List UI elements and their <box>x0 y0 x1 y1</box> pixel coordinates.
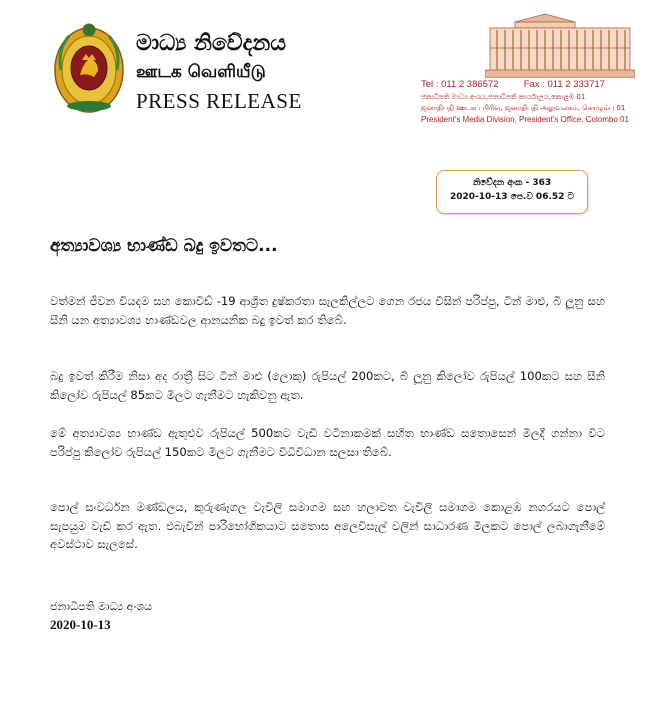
title-sinhala: මාධ්‍ය නිවේදනය <box>136 31 287 56</box>
address-tamil: ஜனாதிபதி ஊடகப் பிரிவு, ஜனாதிபதி அலுவலகம், கொழும்பு 01 <box>421 104 626 112</box>
phone-fax-line <box>421 78 646 92</box>
body-paragraph: පොල් සංවර්ධන මණ්ඩලය, කුරුණෑගල වැවිලි සමාගම සහ හලාවත වැවිලි සමාගම කොළඹ නගරයට පොල් සැපයුම වැඩි කර ඇත. එබැවින් පාරිභෝගිකයාට සතොස අලෙවිසැල් වලින් සාධාරණ මිලකට පොල් ලබාගැනීමේ අවස්ථාව සැලසේ. <box>50 500 605 551</box>
sri-lanka-emblem-icon <box>52 20 126 116</box>
masthead-titles <box>136 30 356 114</box>
release-number: නිවේදන අංක - 363 <box>472 178 552 188</box>
release-datetime: 2020-10-13 පෙ.ව 06.52 ට <box>449 192 575 202</box>
signature-name: ජනාධිපති මාධ්‍ය අංශය <box>50 600 153 613</box>
signature-date: 2020-10-13 <box>50 617 111 632</box>
headline: අත්‍යාවශ්‍ය භාණ්ඩ බදු ඉවතට... <box>50 236 278 256</box>
fax-label: Fax <box>523 79 540 90</box>
body-paragraph: වත්මන් ජීවන වියදම සහ කොවිඩ් -19 ආශ්‍රිත දුෂ්කරතා සැලකිල්ලට ගෙන රජය විසින් පරිප්පු, ටින් මාළු, බී ලූනු සහ සීනි යන අත්‍යාවශ්‍ය භාණ්ඩවල ආනයනික බදු ඉවත් කර තිබේ. <box>50 294 605 327</box>
tel-label: Tel <box>421 79 434 90</box>
body-paragraph: මේ අත්‍යාවශ්‍ය භාණ්ඩ ඇතුළුව රුපියල් 500කට වැඩි වටිනාකමක් සහිත භාණ්ඩ සතොසෙන් මිලදී ගන්නා විට පරිප්පු කිලෝව රුපියල් 150කට මිලට ගැනීමට විධිවිධාන සලසා තිබේ. <box>50 426 605 459</box>
tel-value: : 011 2 386572 <box>435 79 499 90</box>
body-paragraph: බදු ඉවත් කිරීම නිසා අද රාත්‍රී සිට ටින් මාළු (ලොකු) රුපියල් 200කට, බී ලූනු කිලෝව රුපියල් 100කට සහ සීනි කිලෝව රුපියල් 85කට මිලට ගැනීමට හැකිවනු ඇත. <box>50 369 605 402</box>
address-sinhala: ජනාධිපති මාධ්‍ය අංශය,ජනාධිපති කාර්යාලය,කොළඹ 01 <box>421 93 586 101</box>
address-english: President's Media Division, President's Office, Colombo 01 <box>421 115 629 124</box>
fax-value: : 011 2 333717 <box>542 79 605 90</box>
release-info-box <box>436 170 588 214</box>
contact-block <box>421 78 646 126</box>
title-tamil: ஊடக வெளியீடு <box>136 62 266 82</box>
presidential-secretariat-building-icon <box>485 12 635 78</box>
title-english: PRESS RELEASE <box>136 89 302 113</box>
